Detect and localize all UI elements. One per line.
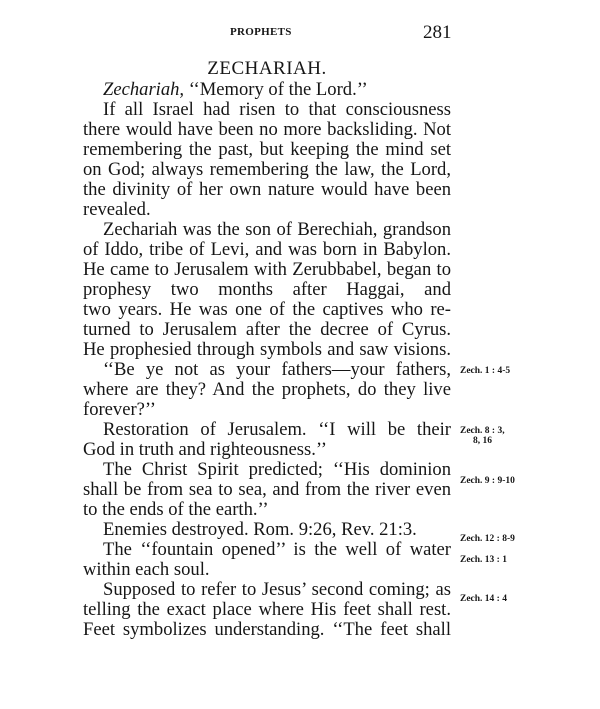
text-line: He prophesied through symbols and saw visions. — [83, 340, 451, 360]
italic-name: Zechariah, — [103, 79, 185, 100]
text-line: Zechariah, ‘‘Memory of the Lord.’’ — [103, 79, 368, 100]
text-line: the divinity of her own nature would have been — [83, 180, 451, 200]
text-line: to the ends of the earth.’’ — [83, 499, 269, 520]
text-line: turned to Jerusalem after the decree of Cyrus. — [83, 320, 451, 340]
text-line: If all Israel had risen to that consciousness — [103, 100, 451, 120]
margin-note: Zech. 1 : 4-5 — [460, 366, 511, 376]
text-line: revealed. — [83, 199, 151, 220]
text-line: Enemies destroyed. Rom. 9:26, Rev. 21:3. — [103, 519, 417, 540]
body-text — [83, 80, 451, 640]
margin-note: Zech. 14 : 4 — [460, 594, 507, 604]
text-line: The ‘‘fountain opened’’ is the well of water — [103, 540, 451, 560]
text-line: two years. He was one of the captives who re- — [83, 300, 451, 320]
chapter-title: ZECHARIAH. — [207, 58, 327, 79]
text-line: telling the exact place where His feet shall rest. — [83, 600, 451, 620]
margin-note: Zech. 8 : 3, 8, 16 — [460, 426, 505, 446]
text-line: on God; always remembering the law, the Lord, — [83, 160, 451, 180]
text-line: within each soul. — [83, 559, 210, 580]
running-title: PROPHETS — [230, 26, 292, 38]
text-line: where are they? And the prophets, do they live — [83, 380, 451, 400]
margin-note: Zech. 9 : 9-10 — [460, 476, 515, 486]
page-number: 281 — [423, 22, 452, 43]
text-line: Zechariah was the son of Berechiah, grandson — [103, 220, 451, 240]
text-line: forever?’’ — [83, 399, 156, 420]
text-line: ‘‘Be ye not as your fathers—your fathers, — [103, 360, 451, 380]
text-line: shall be from sea to sea, and from the river even — [83, 480, 451, 500]
text-line: God in truth and righteousness.’’ — [83, 439, 327, 460]
text-line: He came to Jerusalem with Zerubbabel, began to — [83, 260, 451, 280]
text-line: Supposed to refer to Jesus’ second coming; as — [103, 580, 451, 600]
text-line: there would have been no more backsliding. Not — [83, 120, 451, 140]
text-line: remembering the past, but keeping the mind set — [83, 140, 451, 160]
text-line: Restoration of Jerusalem. ‘‘I will be their — [103, 420, 451, 440]
text-line: The Christ Spirit predicted; ‘‘His dominion — [103, 460, 451, 480]
margin-note: Zech. 12 : 8-9 — [460, 534, 515, 544]
margin-note: Zech. 13 : 1 — [460, 555, 507, 565]
text-line: Feet symbolizes understanding. ‘‘The feet shall — [83, 620, 451, 640]
page-header — [0, 22, 600, 44]
text-line: prophesy two months after Haggai, and — [83, 280, 451, 300]
text-line: of Iddo, tribe of Levi, and was born in Babylon. — [83, 240, 451, 260]
